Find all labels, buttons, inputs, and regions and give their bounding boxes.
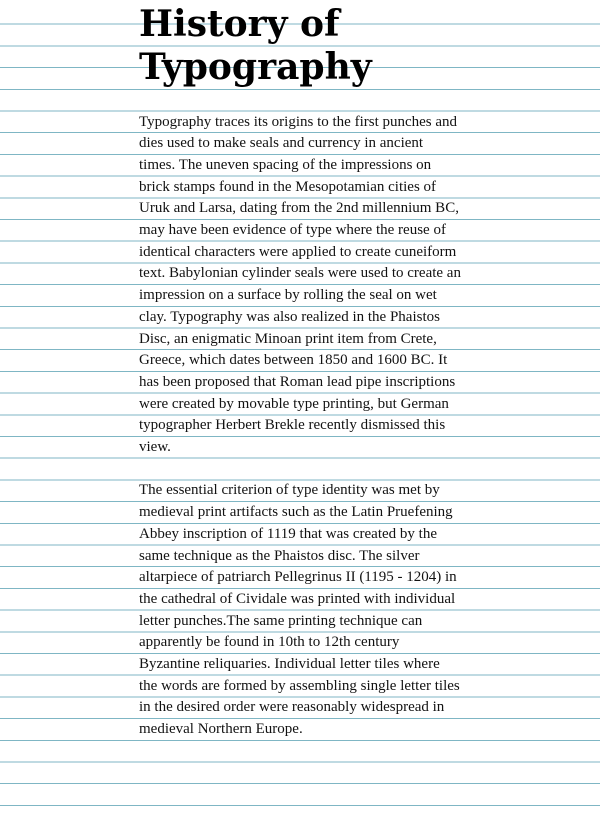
page-title: History of Typography: [139, 3, 372, 89]
paragraph-origins: Typography traces its origins to the first punches and dies used to make seals and currency in ancient times. The uneven spacing of the impressions on brick stamps found in the Mesopotamian cities of Uruk and Larsa, dating from the 2nd millennium BC, may have been evidence of type where the reuse of identical characters were applied to create cuneiform text. Babylonian cylinder seals were used to create an impression on a surface by rolling the seal on wet clay. Typography was also realized in the Phaistos Disc, an enigmatic Minoan print item from Crete, Greece, which dates between 1850 and 1600 BC. It has been proposed that Roman lead pipe inscriptions were created by movable type printing, but German typographer Herbert Brekle recently dismissed this view.: [139, 113, 461, 456]
lined-page-background: [0, 3, 600, 813]
article-column: [139, 3, 461, 741]
paragraph-medieval: The essential criterion of type identity was met by medieval print artifacts such as the Latin Pruefening Abbey inscription of 1119 that was created by the same technique as the Phaistos disc. The silver altarpiece of patriarch Pellegrinus II (1195 - 1204) in the cathedral of Cividale was printed with individual letter punches.The same printing technique can apparently be found in 10th to 12th century Byzantine reliquaries. Individual letter tiles where the words are formed by assembling single letter tiles in the desired order were reasonably widespread in medieval Northern Europe.: [139, 482, 460, 738]
